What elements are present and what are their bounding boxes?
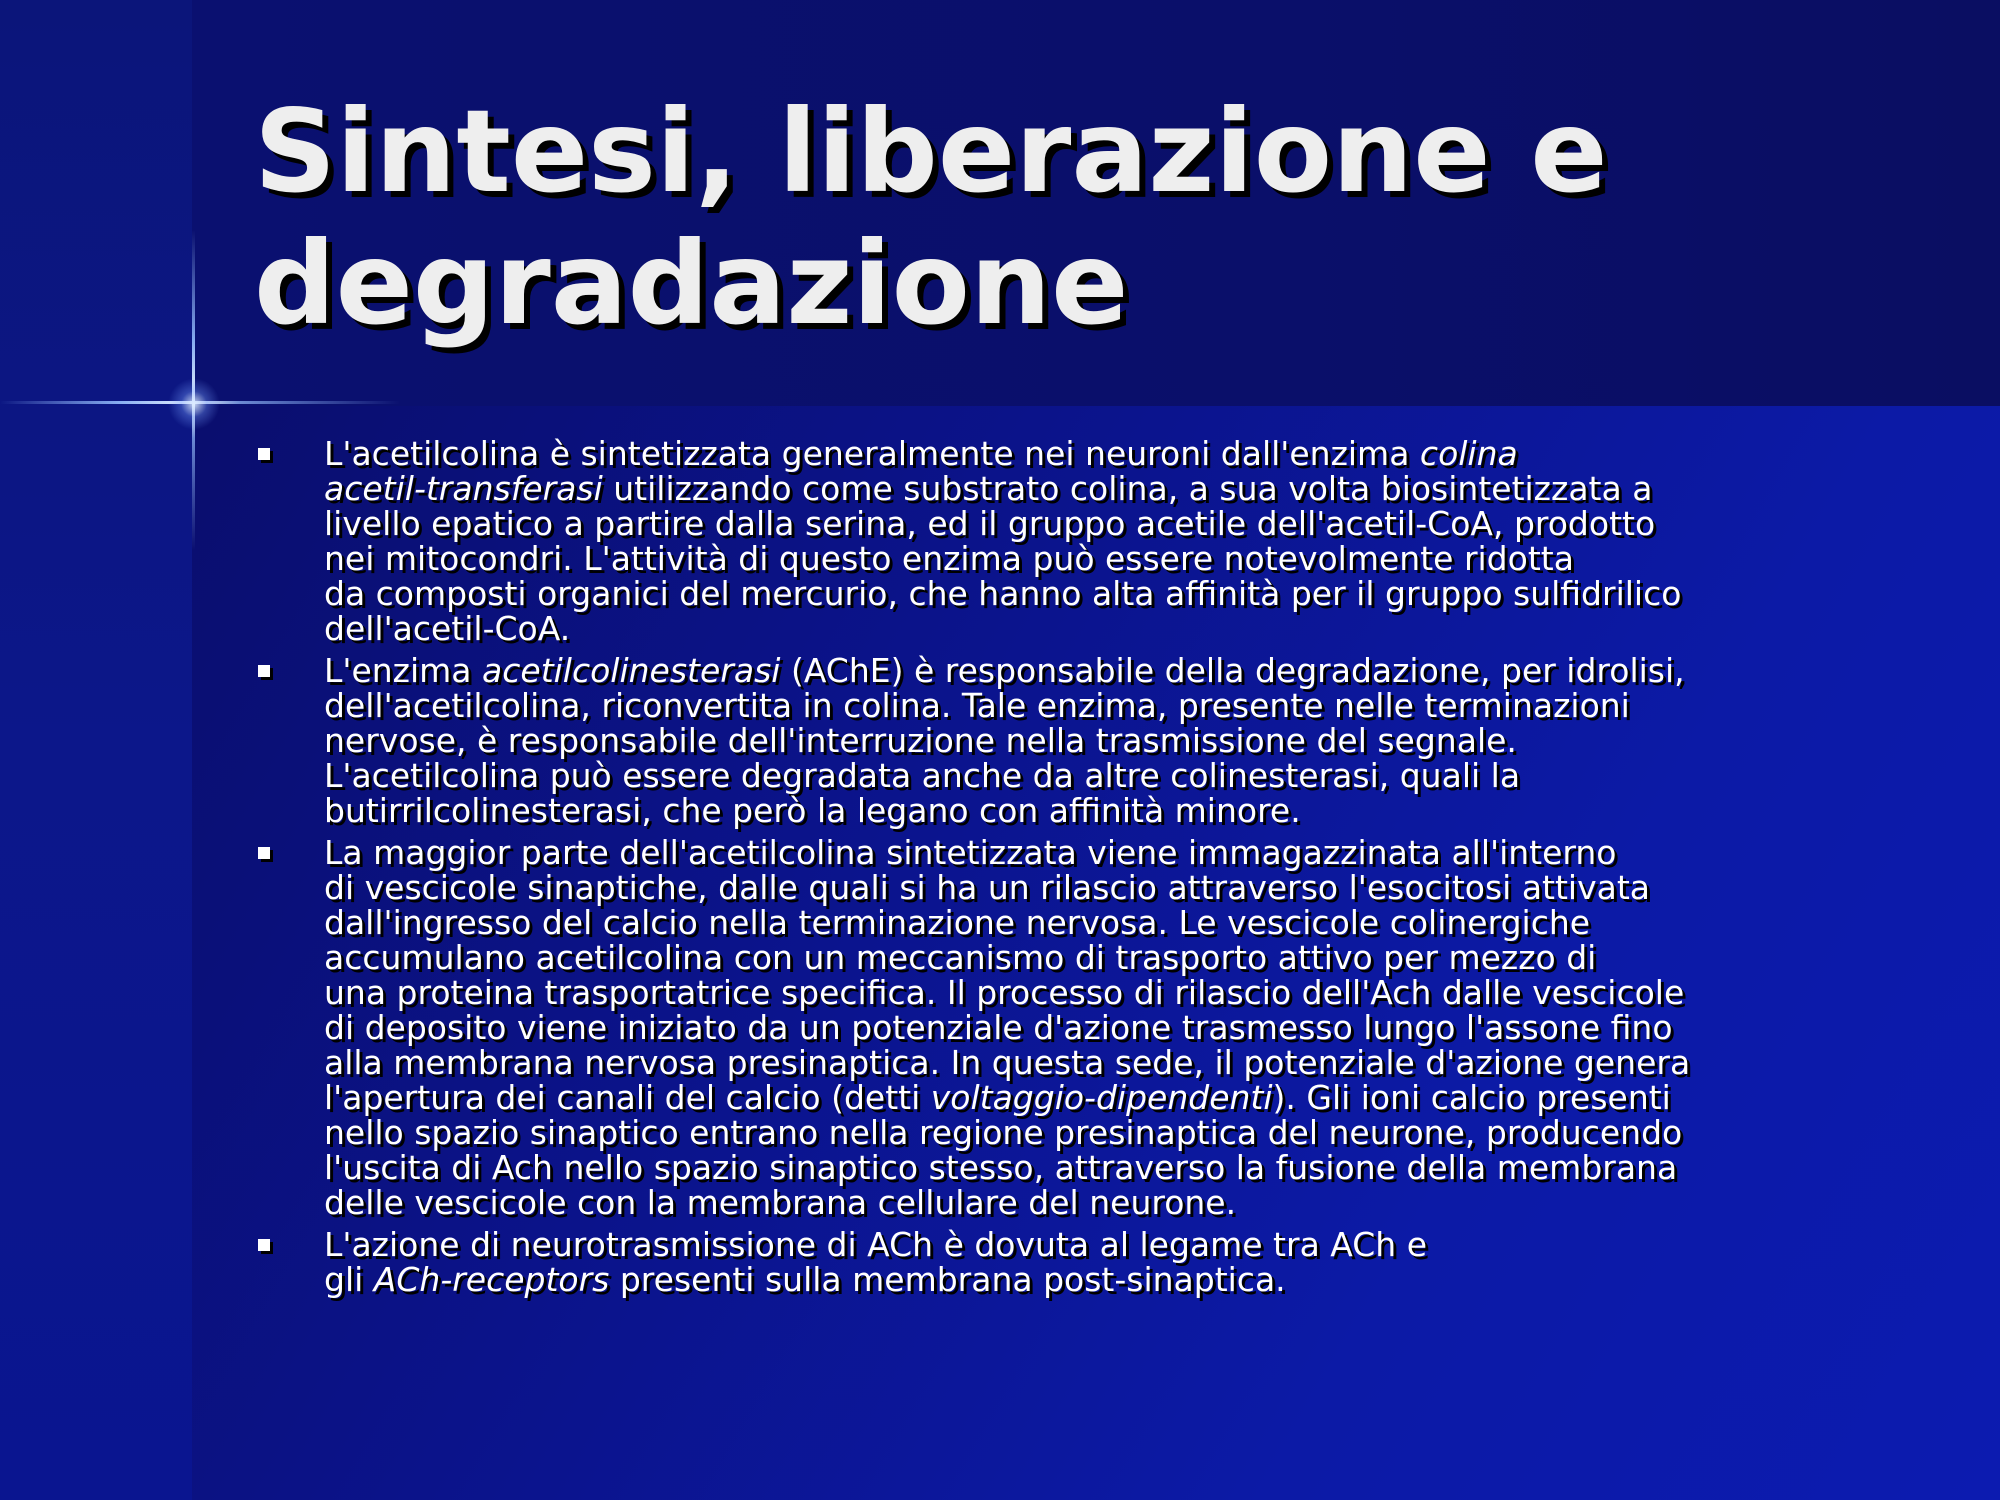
bullet-line: alla membrana nervosa presinaptica. In questa sede, il potenziale d'azione genera [324, 1043, 1691, 1082]
square-bullet-icon [258, 1239, 270, 1251]
bullet-line: nello spazio sinaptico entrano nella regione presinaptica del neurone, producendo [324, 1113, 1683, 1152]
bullet-line: di deposito viene iniziato da un potenziale d'azione trasmesso lungo l'assone fino [324, 1008, 1673, 1047]
bullet-line: dell'acetil-CoA. [324, 609, 571, 648]
bullet-line: acetil-transferasi utilizzando come substrato colina, a sua volta biosintetizzata a [324, 469, 1653, 508]
bullet-line: da composti organici del mercurio, che hanno alta affinità per il gruppo sulfidrilico [324, 574, 1682, 613]
bullet-item-neurotransmission [254, 1227, 1854, 1297]
title-line-2: degradazione [254, 217, 1129, 350]
title-line-1: Sintesi, liberazione e [254, 85, 1608, 218]
square-bullet-icon [258, 847, 270, 859]
bullet-list [254, 436, 1854, 1304]
bullet-line: L'azione di neurotrasmissione di ACh è dovuta al legame tra ACh e [324, 1225, 1428, 1264]
bullet-line: delle vescicole con la membrana cellulare del neurone. [324, 1183, 1237, 1222]
bullet-line: di vescicole sinaptiche, dalle quali si ha un rilascio attraverso l'esocitosi attivata [324, 868, 1651, 907]
bullet-item-degradation [254, 653, 1854, 828]
square-bullet-icon [258, 665, 270, 677]
bullet-item-synthesis [254, 436, 1854, 646]
light-flare-glow [168, 378, 220, 430]
bullet-line: nei mitocondri. L'attività di questo enzima può essere notevolmente ridotta [324, 539, 1574, 578]
bullet-line: accumulano acetilcolina con un meccanismo di trasporto attivo per mezzo di [324, 938, 1597, 977]
bullet-line: La maggior parte dell'acetilcolina sintetizzata viene immagazzinata all'interno [324, 833, 1617, 872]
bullet-line: dell'acetilcolina, riconvertita in colina. Tale enzima, presente nelle terminazioni [324, 686, 1630, 725]
bullet-line: l'uscita di Ach nello spazio sinaptico stesso, attraverso la fusione della membrana [324, 1148, 1678, 1187]
bullet-line: dall'ingresso del calcio nella terminazione nervosa. Le vescicole colinergiche [324, 903, 1591, 942]
bullet-line: butirrilcolinesterasi, che però la legano con affinità minore. [324, 791, 1301, 830]
bullet-line: livello epatico a partire dalla serina, ed il gruppo acetile dell'acetil-CoA, prodotto [324, 504, 1656, 543]
bullet-line: L'acetilcolina può essere degradata anche da altre colinesterasi, quali la [324, 756, 1521, 795]
bullet-line: gli ACh-receptors presenti sulla membrana post-sinaptica. [324, 1260, 1286, 1299]
square-bullet-icon [258, 448, 270, 460]
bullet-line: nervose, è responsabile dell'interruzione nella trasmissione del segnale. [324, 721, 1517, 760]
bullet-line: L'enzima acetilcolinesterasi (AChE) è responsabile della degradazione, per idrolisi, [324, 651, 1685, 690]
bullet-line: l'apertura dei canali del calcio (detti voltaggio-dipendenti). Gli ioni calcio presenti [324, 1078, 1671, 1117]
bullet-item-release [254, 835, 1854, 1220]
left-panel-background [0, 0, 192, 1500]
bullet-line: una proteina trasportatrice specifica. Il processo di rilascio dell'Ach dalle vescicole [324, 973, 1685, 1012]
slide-title [254, 86, 1904, 350]
bullet-line: L'acetilcolina è sintetizzata generalmente nei neuroni dall'enzima colina [324, 434, 1518, 473]
